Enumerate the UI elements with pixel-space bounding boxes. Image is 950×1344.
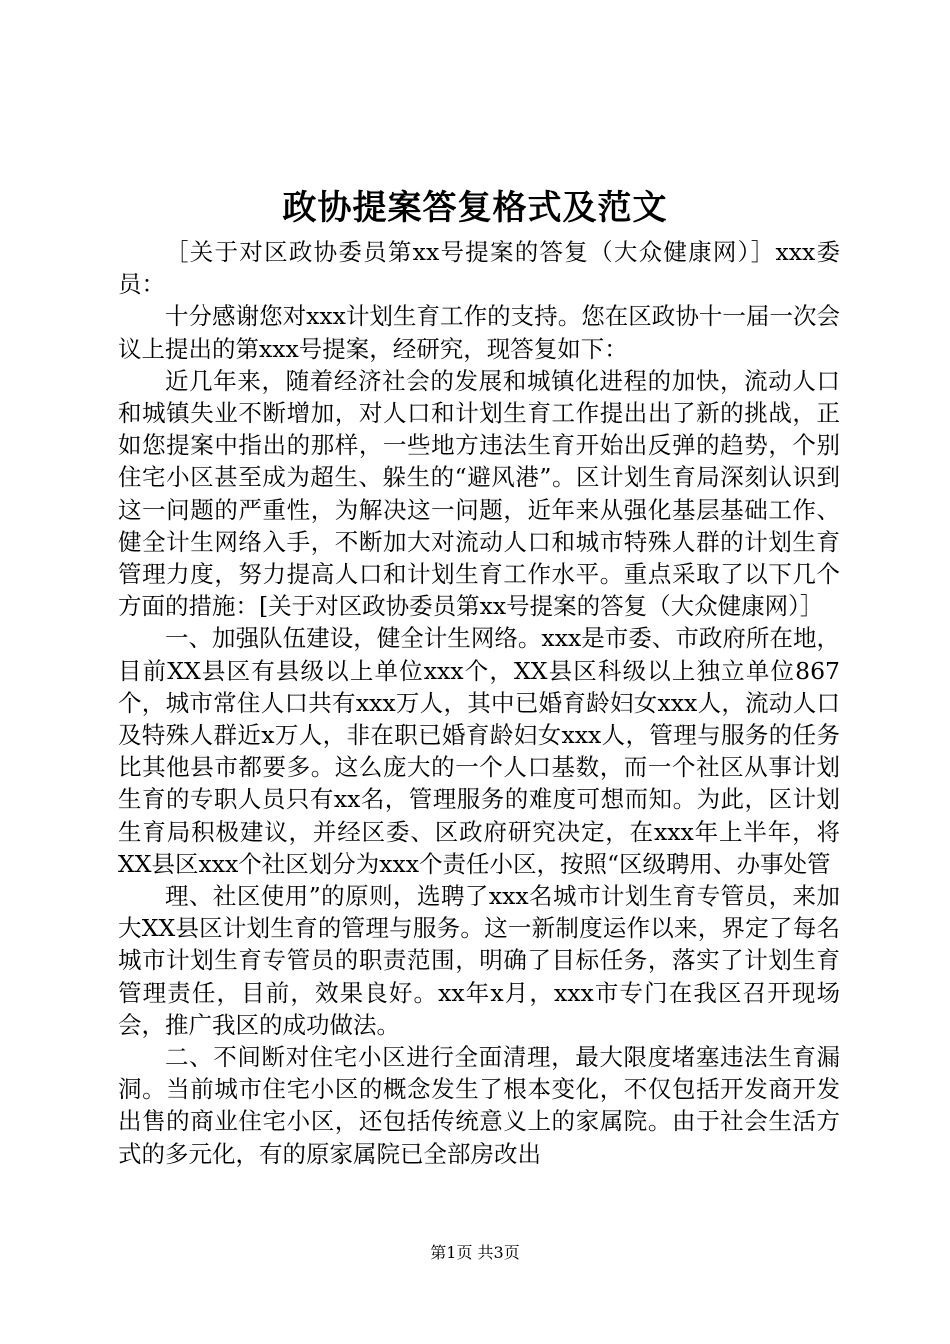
paragraph-measure-two: 二、不间断对住宅小区进行全面清理，最大限度堵塞违法生育漏洞。当前城市住宅小区的概念发生了根本变化，不仅包括开发商开发出售的商业住宅小区，还包括传统意义上的家属院。由于社会生活方式的多元化，有的原家属院已全部房改出: [118, 1043, 840, 1168]
paragraph-thanks: 十分感谢您对xxx计划生育工作的支持。您在区政协十一届一次会议上提出的第xxx号提案，经研究，现答复如下：: [118, 302, 840, 363]
paragraph-background: 近几年来，随着经济社会的发展和城镇化进程的加快，流动人口和城镇失业不断增加，对人口和计划生育工作提出出了新的挑战，正如您提案中指出的那样，一些地方违法生育开始出反弹的趋势，个别住宅小区甚至成为超生、躲生的“避风港”。区计划生育局深刻认识到这一问题的严重性，为解决这一问题，近年来从强化基层基础工作、健全计生网络入手，不断加大对流动人口和城市特殊人群的计划生育管理力度，努力提高人口和计划生育工作水平。重点采取了以下几个方面的措施：[关于对区政协委员第xx号提案的答复（大众健康网）］: [118, 366, 840, 621]
page-footer: 第1页 共3页: [430, 1243, 520, 1262]
paragraph-measure-one-continued: 理、社区使用”的原则，选聘了xxx名城市计划生育专管员，来加大XX县区计划生育的管理与服务。这一新制度运作以来，界定了每名城市计划生育专管员的职责范围，明确了目标任务，落实了计划生育管理责任，目前，效果良好。xx年x月，xxx市专门在我区召开现场会，推广我区的成功做法。: [118, 882, 840, 1039]
paragraph-measure-one: 一、加强队伍建设，健全计生网络。xxx是市委、市政府所在地，目前XX县区有县级以上单位xxx个，XX县区科级以上独立单位867个，城市常住人口共有xxx万人，其中已婚育龄妇女xxx人，流动人口及特殊人群近x万人，非在职已婚育龄妇女xxx人，管理与服务的任务比其他县市都要多。这么庞大的一个人口基数，而一个社区从事计划生育的专职人员只有xx名，管理服务的难度可想而知。为此，区计划生育局积极建议，并经区委、区政府研究决定，在xxx年上半年，将XX县区xxx个社区划分为xxx个责任小区，按照“区级聘用、办事处管: [118, 624, 840, 878]
document-body: [118, 236, 840, 1170]
paragraph-salutation: ［关于对区政协委员第xx号提案的答复（大众健康网）］xxx委员：: [118, 238, 840, 299]
document-title: 政协提案答复格式及范文: [282, 188, 668, 228]
